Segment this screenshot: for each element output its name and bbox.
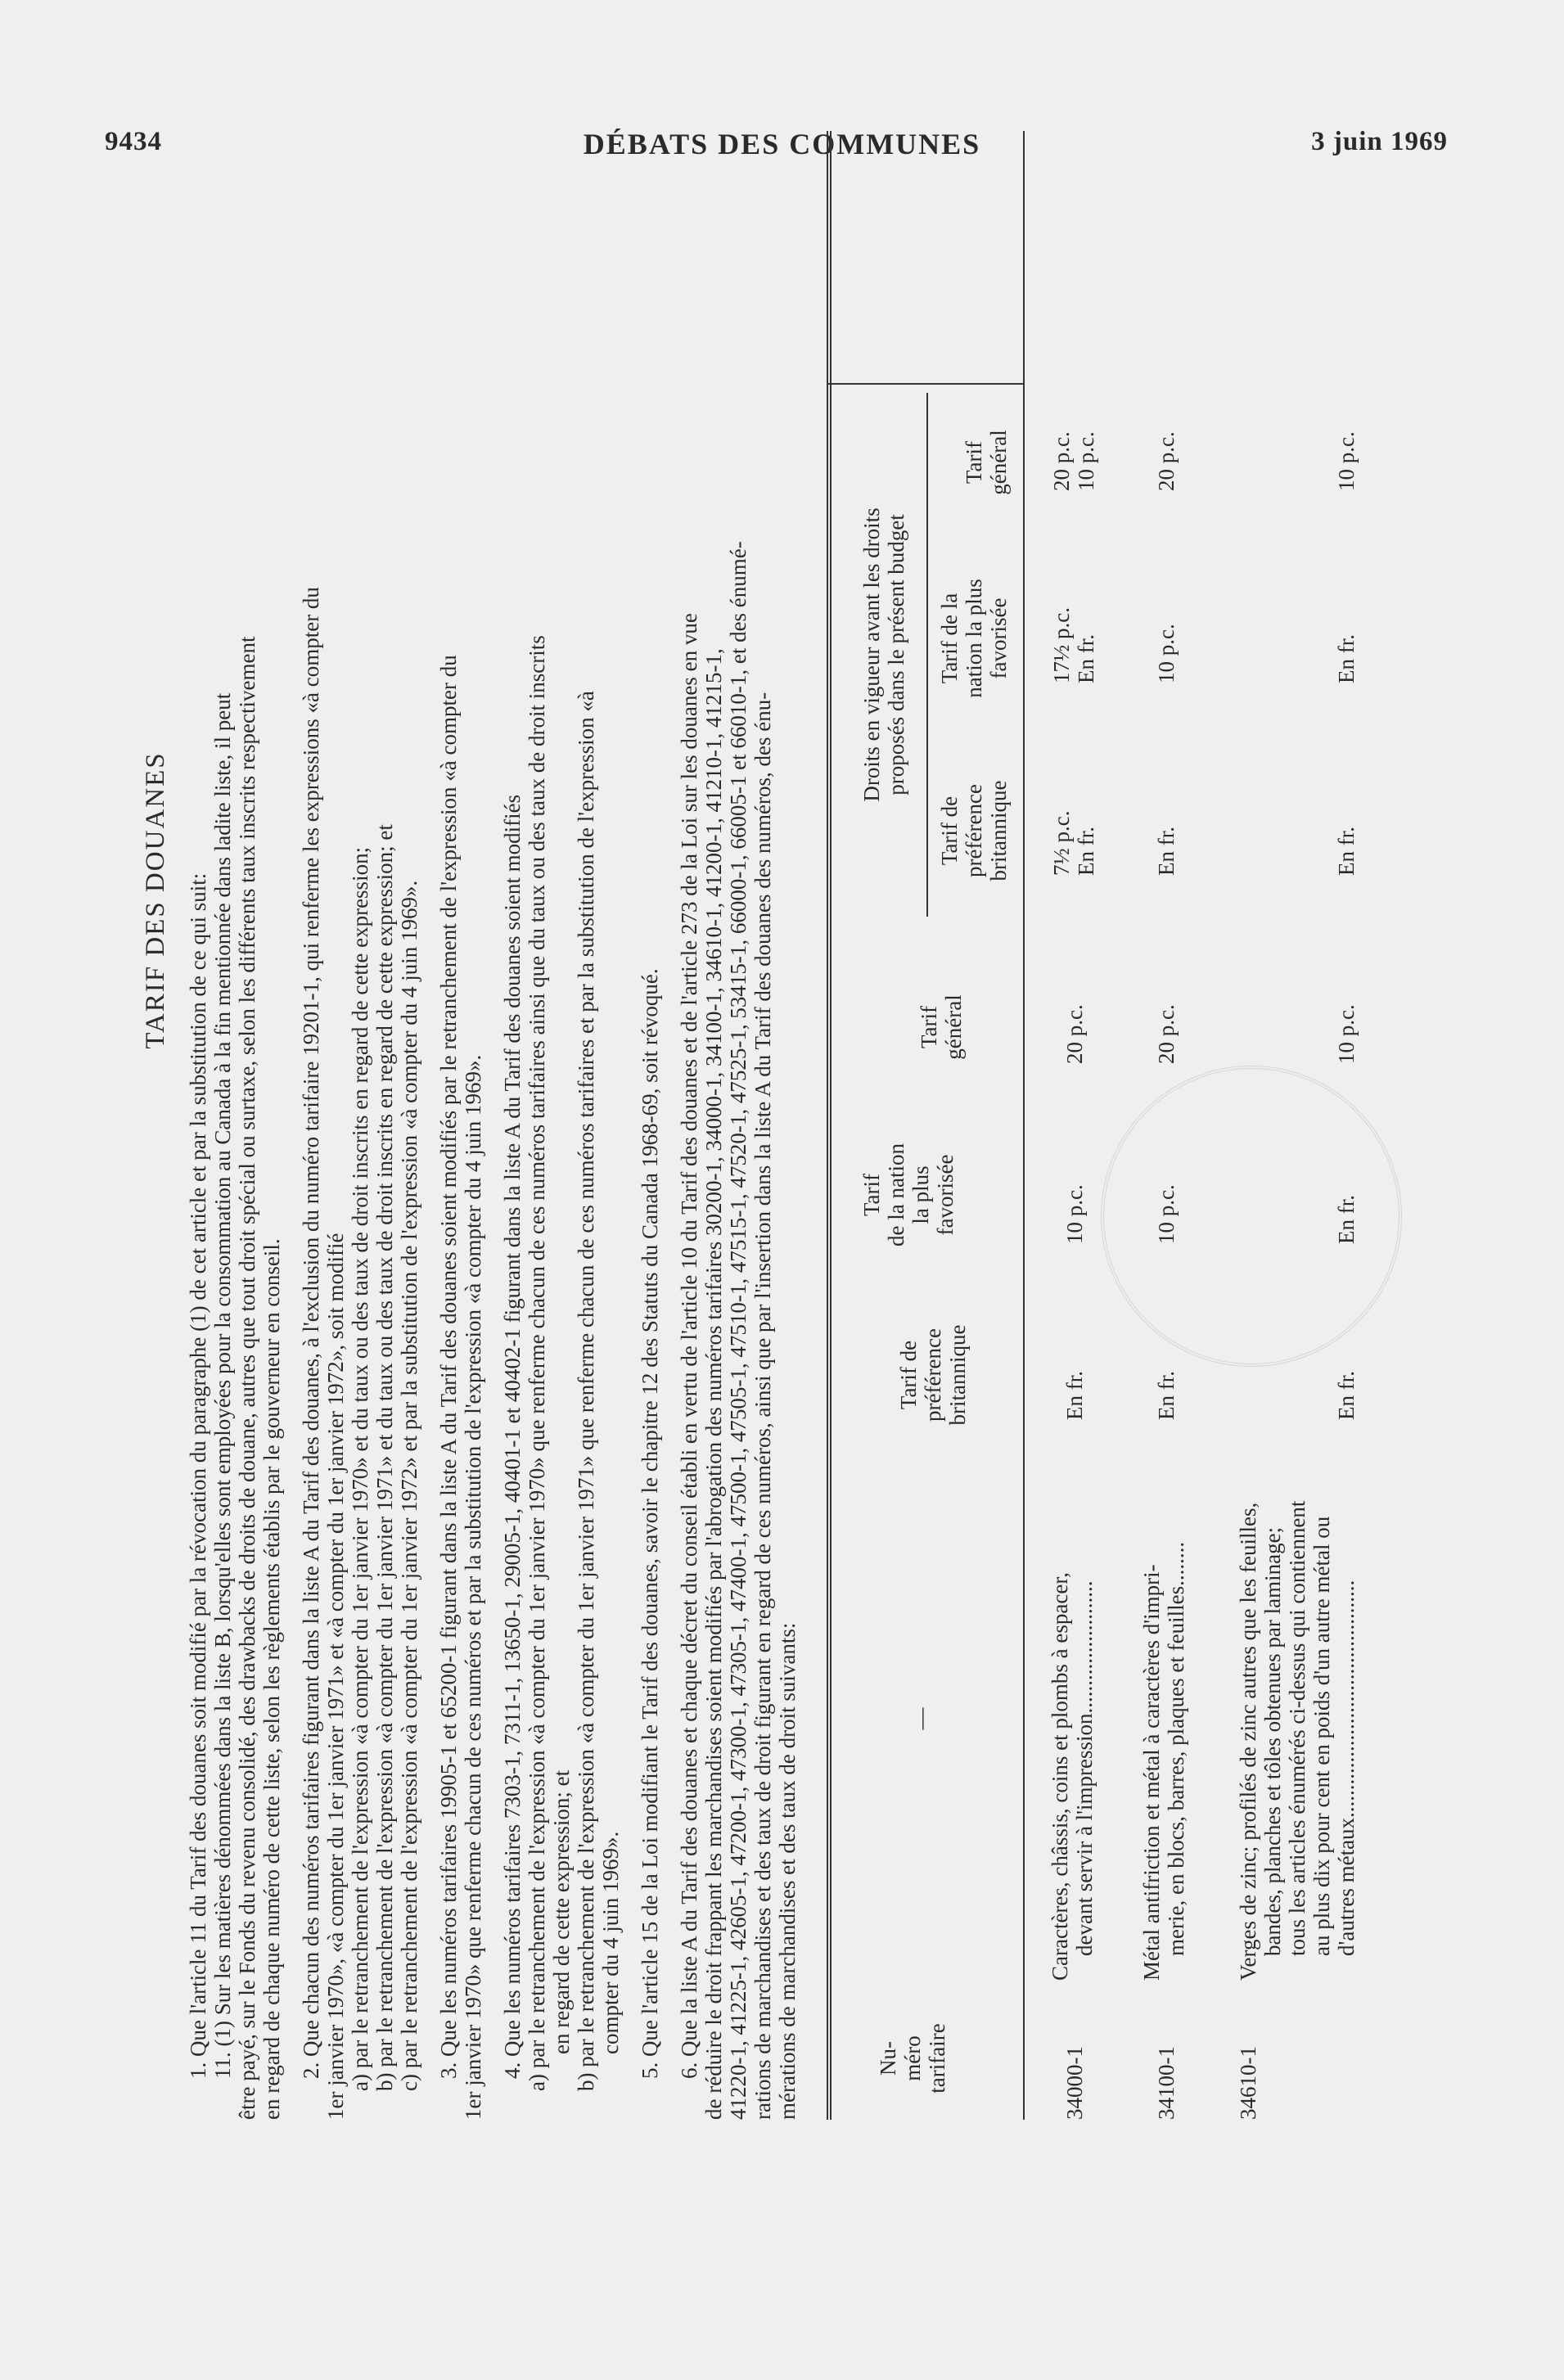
cell-nation-fav: En fr. xyxy=(1334,1195,1359,1244)
table-top-rule xyxy=(827,131,828,2120)
paragraph-5 xyxy=(638,98,662,2120)
description-line: au plus dix pour cent en poids d'un autre métal ou xyxy=(1309,1516,1334,1956)
cell-old-pref-brit: En fr. xyxy=(1154,827,1179,876)
publication-date: 3 juin 1969 xyxy=(1311,127,1448,156)
table-top-rule-2 xyxy=(830,131,832,2120)
cell-old-nation-fav: En fr. xyxy=(1334,634,1359,683)
table-row-description xyxy=(1048,1440,1097,1981)
cell-old-pref-brit: En fr. xyxy=(1334,827,1359,876)
text-line: b) par le retranchement de l'expression «à compter du 1er janvier 1971» que renferme chacun de ces numéros tarifaires et par la substitution de l'expression «à xyxy=(574,691,598,2091)
group-divider xyxy=(827,383,1023,385)
cell-old-general: 10 p.c. xyxy=(1334,431,1359,491)
text-line: 1. Que l'article 11 du Tarif des douanes soit modifié par la révocation du paragraphe (1) de cet article et par la substitution de ce qui suit: xyxy=(186,872,210,2079)
text-line: 3. Que les numéros tarifaires 19905-1 et 65200-1 figurant dans la liste A du Tarif des douanes soient modifiés par le retranchement de l'expression «à compter du xyxy=(436,655,461,2079)
cell-pref-brit: En fr. xyxy=(1334,1371,1359,1420)
cell-line: 17½ p.c. xyxy=(1049,607,1074,683)
header-old-general: Tarif général xyxy=(962,430,1011,495)
paragraph-1 xyxy=(186,98,284,2120)
text-line: être payé, sur le Fonds du revenu consolidé, des drawbacks de droits de douane, autres que tout droit spécial ou surtaxe, selon les différents taux inscrits respectivement xyxy=(235,636,259,2120)
description-line: merie, en blocs, barres, plaques et feuilles........ xyxy=(1164,1541,1188,1956)
table-row-numero: 34000-1 xyxy=(1062,2046,1087,2120)
text-line: 11. (1) Sur les matières dénommées dans la liste B, lorsqu'elles sont employées pour la consommation au Canada à la fin mentionnée dans ladite liste, il peut xyxy=(210,692,235,2079)
cell-line: 10 p.c. xyxy=(1074,431,1098,491)
paragraph-6 xyxy=(677,98,800,2120)
cell-line: 20 p.c. xyxy=(1049,431,1074,491)
text-line: en regard de chaque numéro de cette liste, selon les règlements établis par le gouverneur en conseil. xyxy=(259,1238,284,2120)
text-line: 6. Que la liste A du Tarif des douanes et chaque décret du conseil établi en vertu de l'article 10 du Tarif des douanes et de l'article 273 de la Loi sur les douanes en vue xyxy=(677,613,701,2079)
description-line: Verges de zinc; profilés de zinc autres que les feuilles, xyxy=(1236,1502,1260,1981)
description-line: Métal antifriction et métal à caractères d'impri- xyxy=(1139,1564,1164,1981)
cell-line: En fr. xyxy=(1074,634,1098,683)
text-line: en regard de cette expression; et xyxy=(549,1769,574,2054)
text-line: 41220-1, 41225-1, 42605-1, 47200-1, 47300-1, 47305-1, 47400-1, 47500-1, 47505-1, 47510-1, 47515-1, 47520-1, 47525-1, 53415-1, 66000-1, 66005-1 et 66010-1, et des énumé- xyxy=(726,541,750,2120)
header-general: Tarif général xyxy=(917,994,966,1060)
text-line: compter du 4 juin 1969». xyxy=(598,1831,623,2054)
page-number: 9434 xyxy=(105,127,162,156)
text-line: a) par le retranchement de l'expression «à compter du 1er janvier 1970» et du taux ou des taux de droit inscrits en regard de cette expression; xyxy=(348,846,372,2091)
header-numero: Nu- méro tarifaire xyxy=(876,2023,949,2094)
cell-old-nation-fav: 10 p.c. xyxy=(1154,624,1179,683)
group-header-rule xyxy=(926,393,928,917)
cell-old-pref-brit xyxy=(1049,811,1098,876)
rotated-content xyxy=(135,82,1485,2275)
header-dash: — xyxy=(908,1707,933,1730)
header-old-nation-fav: Tarif de la nation la plus favorisée xyxy=(937,579,1011,698)
text-line: de réduire le droit frappant les marchandises soient modifiés par l'abrogation des numéros tarifaires 30200-1, 34000-1, 34100-1, 34610-1, 41200-1, 41210-1, 41215-1, xyxy=(701,648,726,2120)
description-line: bandes, planches et tôles obtenues par laminage; xyxy=(1260,1526,1285,1956)
description-line: devant servir à l'impression........................ xyxy=(1072,1580,1097,1956)
cell-old-nation-fav xyxy=(1049,607,1098,683)
header-old-pref-brit: Tarif de préférence britannique xyxy=(937,780,1011,881)
cell-old-general xyxy=(1049,431,1098,491)
cell-line: En fr. xyxy=(1074,827,1098,876)
section-title: TARIF DES DOUANES xyxy=(141,751,170,1049)
cell-pref-brit: En fr. xyxy=(1154,1371,1179,1420)
header-pref-brit: Tarif de préférence britannique xyxy=(896,1324,970,1426)
cell-old-general: 20 p.c. xyxy=(1154,431,1179,491)
text-line: 2. Que chacun des numéros tarifaires figurant dans la liste A du Tarif des douanes, à l'exclusion du numéro tarifaire 19201-1, qui renferme les expressions «à compter du xyxy=(299,587,323,2079)
table-header-rule xyxy=(1023,131,1025,2120)
text-line: rations de marchandises et des taux de droit figurant en regard de ces numéros, ainsi que par l'insertion dans la liste A du Tarif des douanes des numéros, des énu- xyxy=(750,692,775,2120)
text-line: a) par le retranchement de l'expression «à compter du 1er janvier 1970» que renferme chacun de ces numéros tarifaires ainsi que du taux ou des taux de droit inscrits xyxy=(525,635,549,2091)
text-line: 1er janvier 1970» que renferme chacun de ces numéros et par la substitution de l'expression «à compter du 4 juin 1969». xyxy=(461,1054,485,2120)
description-line: Caractères, châssis, coins et plombs à espacer, xyxy=(1048,1572,1072,1981)
paragraph-4 xyxy=(500,98,623,2120)
description-line: d'autres métaux........................................... xyxy=(1334,1580,1359,1956)
cell-general: 20 p.c. xyxy=(1062,1004,1087,1064)
paragraph-2 xyxy=(299,98,421,2120)
tariff-table xyxy=(827,131,1465,2120)
header-group: Droits en vigueur avant les droits proposés dans le présent budget xyxy=(859,507,908,802)
cell-nation-fav: 10 p.c. xyxy=(1062,1184,1087,1244)
table-row-numero: 34610-1 xyxy=(1236,2046,1260,2120)
publication-title: DÉBATS DES COMMUNES xyxy=(583,128,981,160)
text-line: 5. Que l'article 15 de la Loi modifiant le Tarif des douanes, savoir le chapitre 12 des Statuts du Canada 1968-69, soit révoqué. xyxy=(638,968,662,2079)
text-line: c) par le retranchement de l'expression «à compter du 1er janvier 1972» et par la substitution de l'expression «à compter du 4 juin 1969». xyxy=(397,880,421,2091)
table-row-description xyxy=(1139,1440,1188,1981)
cell-general: 20 p.c. xyxy=(1154,1004,1179,1064)
text-line: 4. Que les numéros tarifaires 7303-1, 7311-1, 13650-1, 29005-1, 40401-1 et 40402-1 figurant dans la liste A du Tarif des douanes soient modifiés xyxy=(500,794,525,2079)
text-line: mérations de marchandises et des taux de droit suivants: xyxy=(775,1622,800,2120)
table-row-numero: 34100-1 xyxy=(1154,2046,1179,2120)
cell-general: 10 p.c. xyxy=(1334,1004,1359,1064)
table-row-description xyxy=(1236,1424,1359,1981)
paragraphs xyxy=(186,98,814,2120)
paragraph-3 xyxy=(436,98,485,2120)
cell-line: 7½ p.c. xyxy=(1049,810,1074,876)
cell-pref-brit: En fr. xyxy=(1062,1371,1087,1420)
header-nation-fav: Tarif de la nation la plus favorisée xyxy=(859,1143,958,1246)
text-line: b) par le retranchement de l'expression «à compter du 1er janvier 1971» et du taux ou des taux de droit inscrits en regard de cette expression; et xyxy=(372,824,397,2091)
cell-nation-fav: 10 p.c. xyxy=(1154,1184,1179,1244)
description-line: tous les articles énumérés ci-dessus qui contiennent xyxy=(1285,1500,1309,1956)
text-line: 1er janvier 1970», «à compter du 1er janvier 1971» et «à compter du 1er janvier 1972», soit modifié xyxy=(323,1233,348,2120)
